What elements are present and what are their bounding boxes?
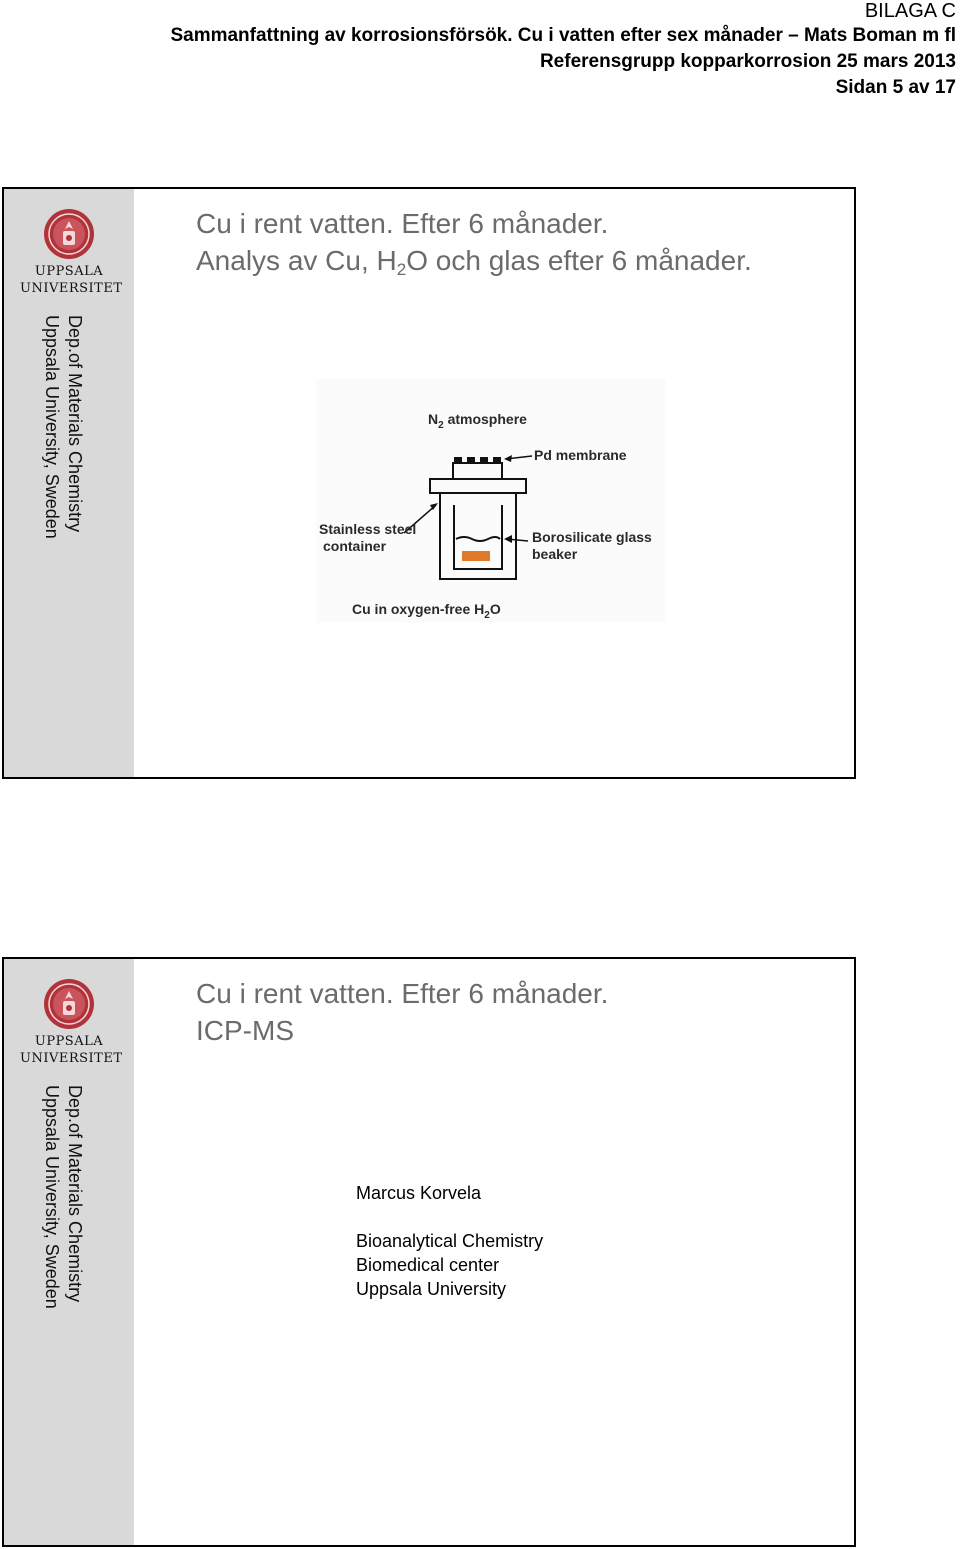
slide-sidebar <box>4 189 134 777</box>
sidebar-university: Uppsala University, Sweden <box>42 1085 62 1309</box>
container-flange <box>430 479 526 493</box>
slide-2 <box>2 957 856 1547</box>
cu-water-label: Cu in oxygen-free $H_2O$ <box>352 601 501 621</box>
glass-arrowhead <box>504 535 512 543</box>
slide-title-line-2: ICP-MS <box>196 1015 294 1046</box>
sidebar-department: Dep.of Materials Chemistry <box>65 1085 85 1303</box>
sidebar-vertical-text <box>40 315 86 575</box>
appendix-label: BILAGA C <box>864 0 956 22</box>
logo-text-uppsala: UPPSALA <box>34 264 104 279</box>
university-logo <box>20 977 123 1069</box>
header-summary-line: Sammanfattning av korrosionsförsök. Cu i vatten efter sex månader – Mats Boman m fl <box>170 25 956 46</box>
sidebar-department: Dep.of Materials Chemistry <box>65 315 85 533</box>
water-surface <box>456 537 500 541</box>
sidebar-university: Uppsala University, Sweden <box>42 315 62 539</box>
steel-container-label-2: container <box>323 538 387 554</box>
slide-1 <box>2 187 856 779</box>
pd-membrane-label: Pd membrane <box>534 447 627 463</box>
contact-name: Marcus Korvela <box>356 1183 482 1203</box>
copper-sample <box>462 551 490 561</box>
logo-text-universitet: UNIVERSITET <box>20 281 123 296</box>
contact-center: Biomedical center <box>356 1255 500 1275</box>
page-number: Sidan 5 av 17 <box>835 77 956 98</box>
steel-container <box>440 493 516 579</box>
slide-title-line-1: Cu i rent vatten. Efter 6 månader. <box>196 978 609 1009</box>
header-reference-group: Referensgrupp kopparkorrosion 25 mars 2013 <box>539 51 956 72</box>
glass-beaker-label-2: beaker <box>532 546 578 562</box>
slide-title-line-1: Cu i rent vatten. Efter 6 månader. <box>196 208 609 239</box>
contact-university: Uppsala University <box>356 1279 507 1299</box>
university-seal-icon <box>42 977 96 1031</box>
n2-atmosphere-label: $N_2$ atmosphere <box>428 411 527 431</box>
university-seal-icon <box>42 207 96 261</box>
slide-title <box>196 975 608 1049</box>
lid-top <box>453 463 502 479</box>
contact-dept: Bioanalytical Chemistry <box>356 1231 544 1251</box>
slide-title <box>196 205 752 288</box>
logo-text-universitet: UNIVERSITET <box>20 1051 123 1066</box>
slide-title-line-2: Analys av Cu, $H_2O$ och glas efter 6 månader. <box>196 245 752 279</box>
experiment-setup-diagram <box>316 379 666 623</box>
slide-sidebar <box>4 959 134 1545</box>
contact-block <box>356 1181 543 1301</box>
steel-container-label-1: Stainless steel <box>319 521 417 537</box>
glass-beaker-label-1: Borosilicate glass <box>532 529 652 545</box>
pd-arrowhead <box>504 455 512 462</box>
logo-text-uppsala: UPPSALA <box>34 1034 104 1049</box>
sidebar-vertical-text <box>40 1085 86 1345</box>
university-logo <box>20 207 123 299</box>
